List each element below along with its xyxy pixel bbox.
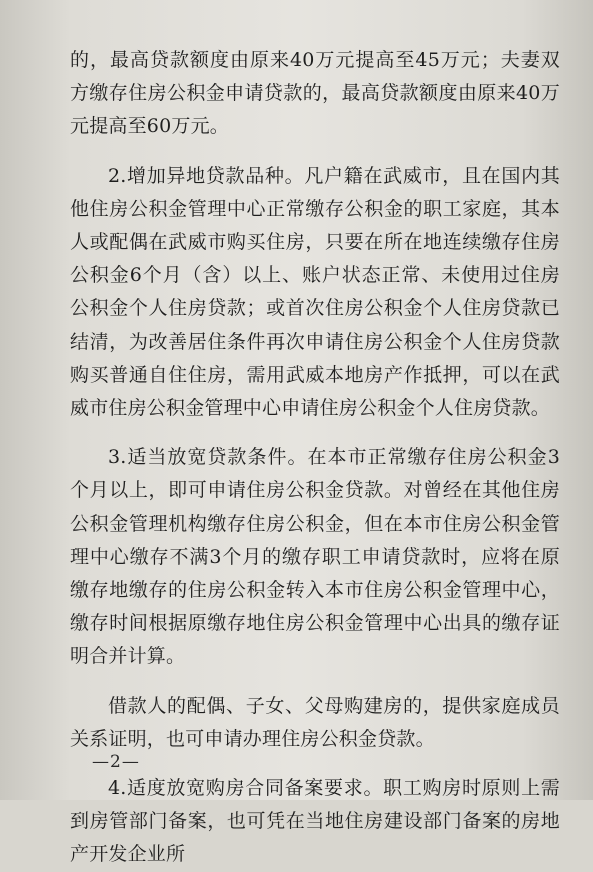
paragraph-family-members: 借款人的配偶、子女、父母购建房的，提供家庭成员关系证明，也可申请办理住房公积金贷款。: [70, 694, 560, 750]
paragraph-gap: [70, 425, 560, 441]
paragraph-loan-conditions: 3.适当放宽贷款条件。在本市正常缴存住房公积金3个月以上，即可申请住房公积金贷款。对曾经在其他住房公积金管理机构缴存住房公积金，但在本市住房公积金管理中心缴存不满3个月的缴存职工申请贷款时，应将在原缴存地缴存的住房公积金转入本市住房公积金管理中心，缴存时间根据原缴存地住房公积金管理中心出具的缴存证明合并计算。: [70, 446, 560, 668]
page-number: —2—: [92, 752, 140, 772]
paragraph-contract-filing: 4.适度放宽购房合同备案要求。职工购房时原则上需到房管部门备案，也可凭在当地住房建设部门备案的房地产开发企业所: [70, 777, 560, 866]
paragraph-loan-limit: 的，最高贷款额度由原来40万元提高至45万元；夫妻双方缴存住房公积金申请贷款的，最高贷款额度由原来40万元提高至60万元。: [70, 49, 560, 138]
paragraph-remote-loan: 2.增加异地贷款品种。凡户籍在武威市，且在国内其他住房公积金管理中心正常缴存公积金的职工家庭，其本人或配偶在武威市购买住房，只要在所在地连续缴存住房公积金6个月（含）以上、账户状态正常、未使用过住房公积金个人住房贷款；或首次住房公积金个人住房贷款已结清，为改善居住条件再次申请住房公积金个人住房贷款购买普通自住住房，需用武威本地房产作抵押，可以在武威市住房公积金管理中心申请住房公积金个人住房贷款。: [70, 164, 560, 420]
document-body: [70, 44, 560, 872]
paragraph-gap: [70, 144, 560, 160]
paragraph-gap: [70, 756, 560, 772]
paragraph-gap: [70, 674, 560, 690]
